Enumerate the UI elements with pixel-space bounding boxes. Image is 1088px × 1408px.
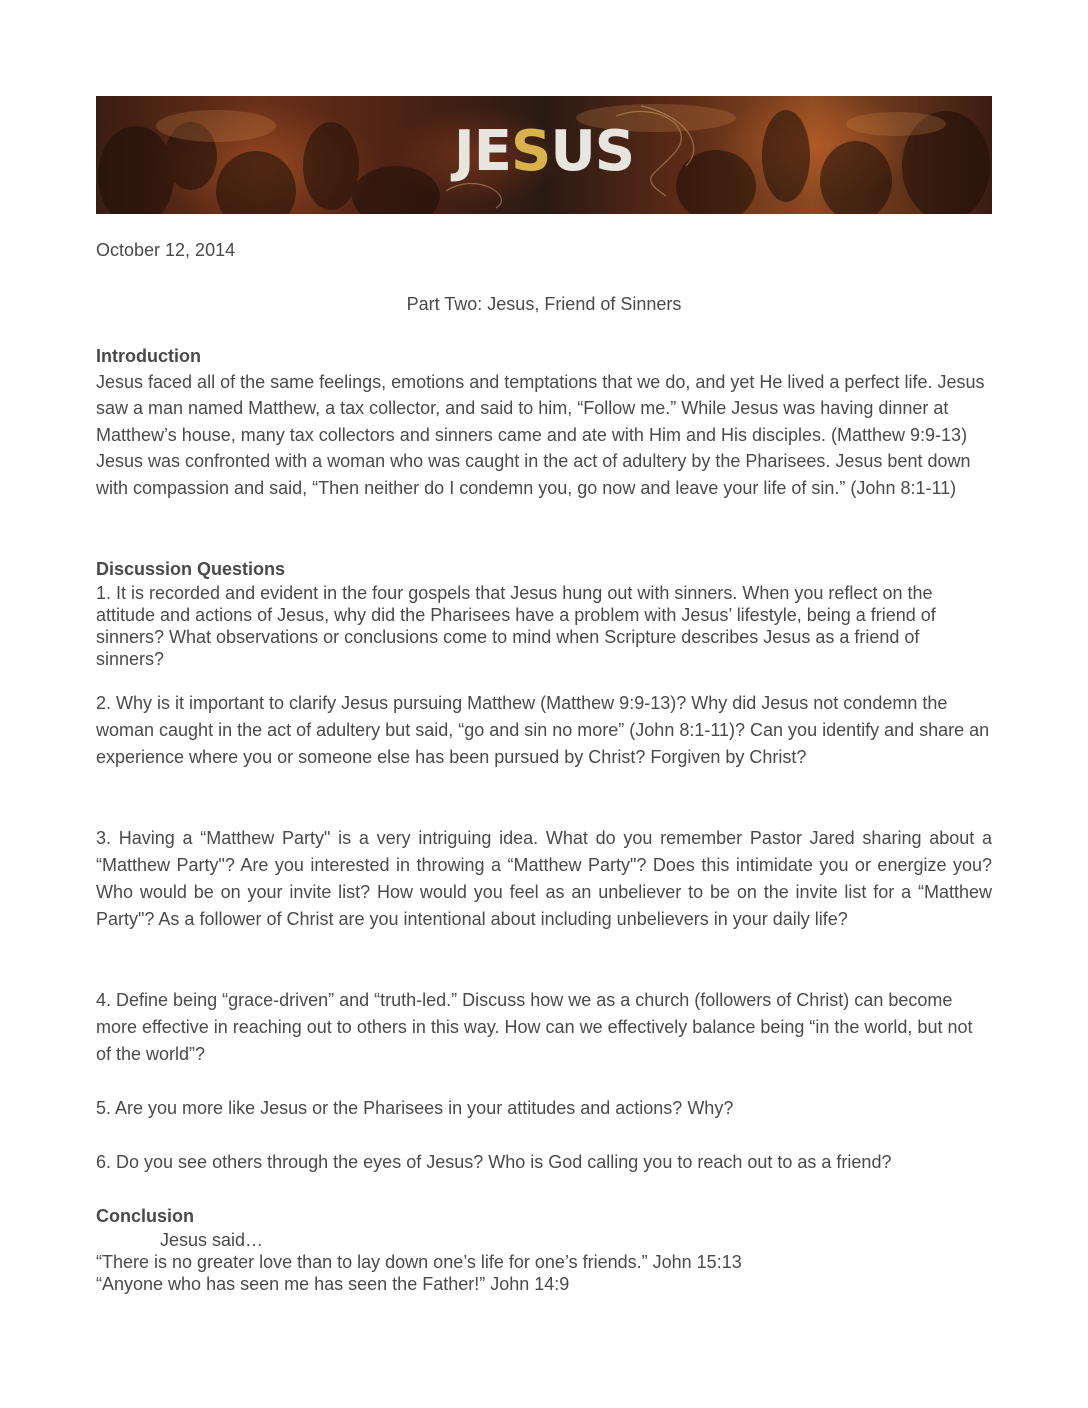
banner-wrapper [96, 96, 992, 214]
discussion-heading: Discussion Questions [96, 559, 286, 579]
banner-title-accent: S [510, 119, 551, 184]
introduction-heading: Introduction [96, 346, 201, 366]
question-2: 2. Why is it important to clarify Jesus pursuing Matthew (Matthew 9:9-13)? Why did Jesus not condemn the woman caught in the act of adultery but said, “go and sin no more” (John 8:1-11)? Can you identify and share an experience where you or someone else has been pursued by Christ? Forgiven by Christ? [96, 693, 990, 767]
conclusion-intro: Jesus said… [160, 1230, 264, 1250]
conclusion-section [96, 1203, 992, 1295]
question-5: 5. Are you more like Jesus or the Pharisees in your attitudes and actions? Why? [96, 1098, 734, 1118]
conclusion-heading: Conclusion [96, 1206, 194, 1226]
banner-title-part: US [550, 119, 635, 184]
date: October 12, 2014 [96, 240, 236, 260]
introduction-section [96, 343, 992, 501]
banner-title [96, 119, 992, 184]
question-3: 3. Having a “Matthew Party" is a very intriguing idea. What do you remember Pastor Jared sharing about a “Matthew Party"? Are you interested in throwing a “Matthew Party"? Does this intimidate you or energize you? Who would be on your invite list? How would you feel as an unbeliever to be on the invite list for a “Matthew Party"? As a follower of Christ are you intentional about including unbelievers in your daily life? [96, 828, 992, 929]
page-subtitle: Part Two: Jesus, Friend of Sinners [406, 294, 682, 314]
jesus-banner-image [96, 96, 992, 214]
question-1: 1. It is recorded and evident in the four gospels that Jesus hung out with sinners. When you reflect on the attitude and actions of Jesus, why did the Pharisees have a problem with Jesus’ lifestyle, being a friend of sinners? What observations or conclusions come to mind when Scripture describes Jesus as a friend of sinners? [96, 583, 936, 669]
discussion-section [96, 556, 992, 670]
question-6: 6. Do you see others through the eyes of Jesus? Who is God calling you to reach out to as a friend? [96, 1152, 892, 1172]
banner-title-part: JE [453, 119, 511, 184]
conclusion-quote: “Anyone who has seen me has seen the Father!” John 14:9 [96, 1274, 570, 1294]
question-4: 4. Define being “grace-driven” and “truth-led.” Discuss how we as a church (followers of Christ) can become more effective in reaching out to others in this way. How can we effectively balance being “in the world, but not of the world”? [96, 990, 973, 1064]
conclusion-quote: “There is no greater love than to lay down one’s life for one’s friends.” John 15:13 [96, 1252, 742, 1272]
introduction-text: Jesus faced all of the same feelings, emotions and temptations that we do, and yet He lived a perfect life. Jesus saw a man named Matthew, a tax collector, and said to him, “Follow me.” While Jesus was having dinner at Matthew’s house, many tax collectors and sinners came and ate with Him and His disciples. (Matthew 9:9-13) Jesus was confronted with a woman who was caught in the act of adultery by the Pharisees. Jesus bent down with compassion and said, “Then neither do I condemn you, go now and leave your life of sin.” (John 8:1-11) [96, 372, 985, 498]
